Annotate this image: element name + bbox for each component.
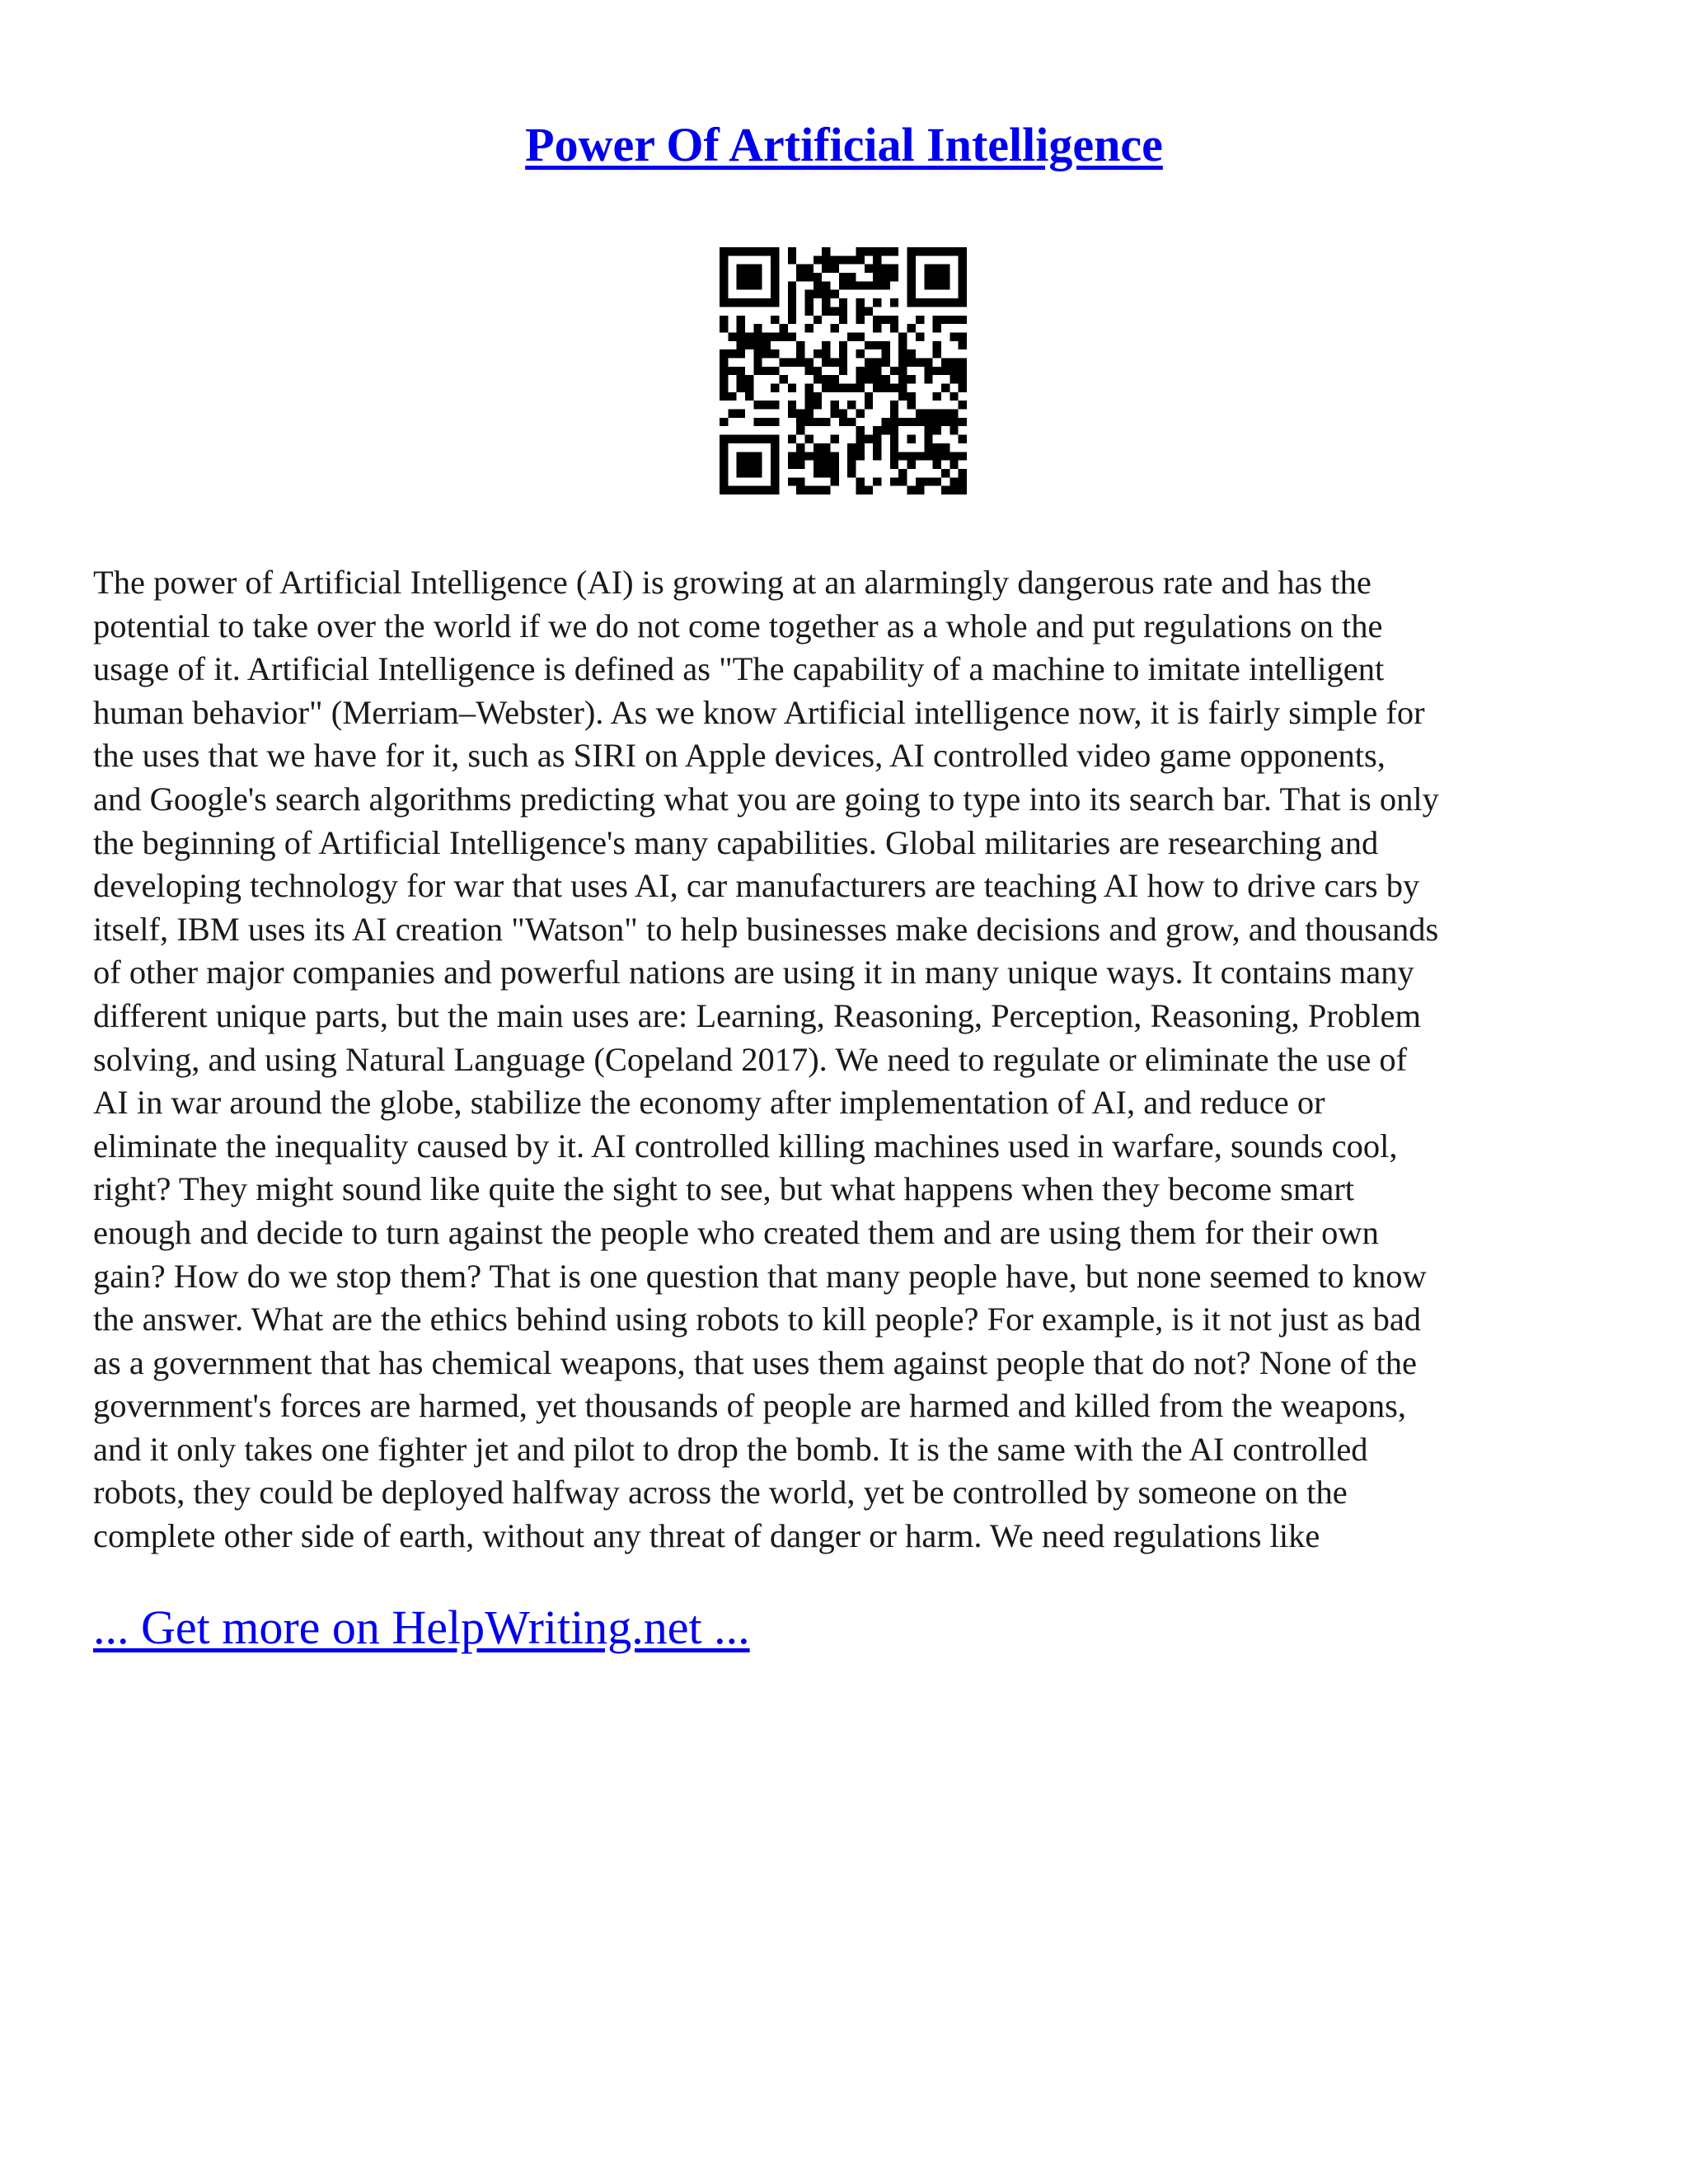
qr-code-icon bbox=[720, 247, 967, 494]
get-more-link[interactable]: ... Get more on HelpWriting.net ... bbox=[93, 1601, 750, 1654]
title-link[interactable]: Power Of Artificial Intelligence bbox=[525, 118, 1163, 171]
document-title bbox=[0, 115, 1688, 175]
get-more-link-container bbox=[93, 1599, 750, 1657]
essay-body-text: The power of Artificial Intelligence (AI) is growing at an alarmingly dangerous rate and has the potential to take over the world if we do not come together as a whole and put regulations on the usage of it. Artificial Intelligence is defined as "The capability of a machine to imitate intelligent human behavior" (Merriam–Webster). As we know Artificial intelligence now, it is fairly simple for the uses that we have for it, such as SIRI on Apple devices, AI controlled video game opponents, and Google's search algorithms predicting what you are going to type into its search bar. That is only the beginning of Artificial Intelligence's many capabilities. Global militaries are researching and developing technology for war that uses AI, car manufacturers are teaching AI how to drive cars by itself, IBM uses its AI creation "Watson" to help businesses make decisions and grow, and thousands of other major companies and powerful nations are using it in many unique ways. It contains many different unique parts, but the main uses are: Learning, Reasoning, Perception, Reasoning, Problem solving, and using Natural Language (Copeland 2017). We need to regulate or eliminate the use of AI in war around the globe, stabilize the economy after implementation of AI, and reduce or eliminate the inequality caused by it. AI controlled killing machines used in warfare, sounds cool, right? They might sound like quite the sight to see, but what happens when they become smart enough and decide to turn against the people who created them and are using them for their own gain? How do we stop them? That is one question that many people have, but none seemed to know the answer. What are the ethics behind using robots to kill people? For example, is it not just as bad as a government that has chemical weapons, that uses them against people that do not? None of the government's forces are harmed, yet thousands of people are harmed and killed from the weapons, and it only takes one fighter jet and pilot to drop the bomb. It is the same with the AI controlled robots, they could be deployed halfway across the world, yet be controlled by someone on the complete other side of earth, without any threat of danger or harm. We need regulations like bbox=[93, 564, 1439, 1555]
